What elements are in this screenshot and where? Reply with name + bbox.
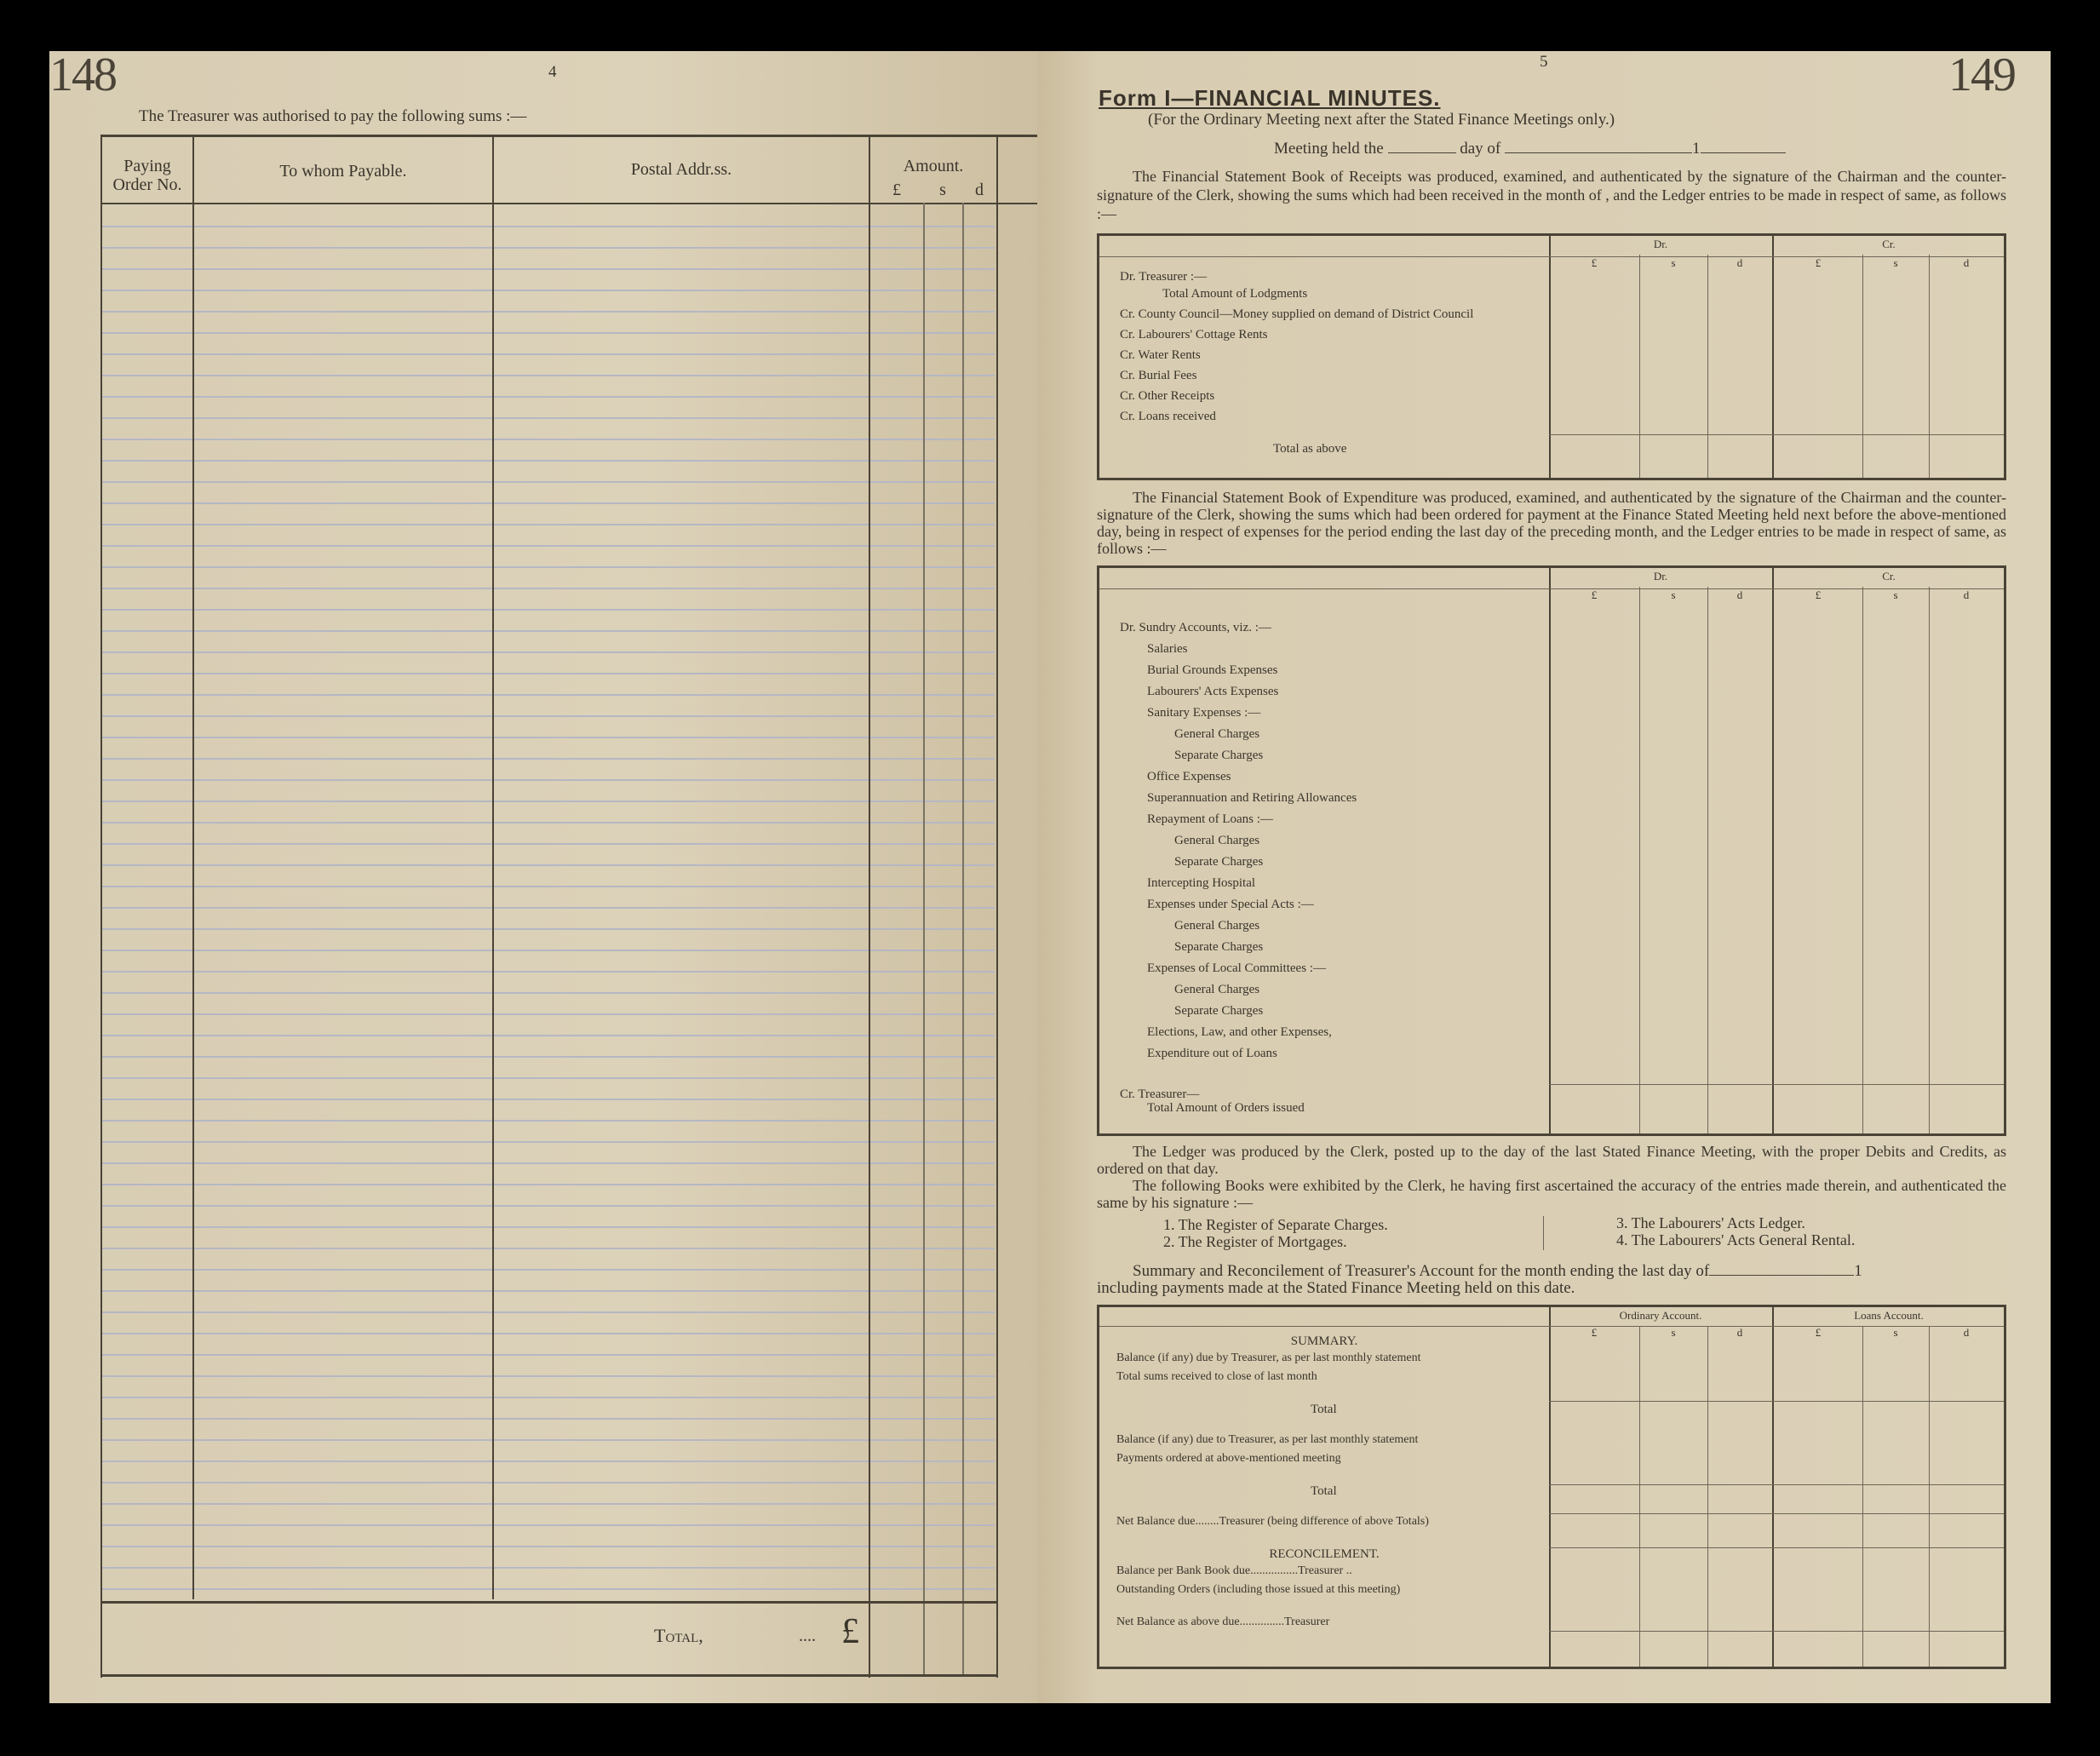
header-postal-address: Postal Addr.ss.	[630, 160, 732, 179]
receipts-row: Cr. Burial Fees	[1120, 369, 1197, 382]
ordinary-account-header: Ordinary Account.	[1619, 1309, 1702, 1322]
book-item: 4. The Labourers' Acts General Rental.	[1616, 1231, 1856, 1248]
table-top-rule	[100, 135, 1050, 137]
reconcilement-row: Outstanding Orders (including those issued at this meeting)	[1116, 1583, 1401, 1596]
table-left-rule	[100, 135, 102, 1678]
total-pound-sign: £	[841, 1612, 859, 1651]
summary-paragraph-line1: Summary and Reconcilement of Treasurer's Account for the month ending the last day of 1	[1133, 1262, 1862, 1280]
expenditure-row: Elections, Law, and other Expenses,	[1147, 1025, 1332, 1039]
pound-col: £	[1591, 256, 1598, 269]
col-divider-5	[962, 203, 964, 1676]
col-divider-1	[192, 135, 194, 1599]
receipts-row: Total Amount of Lodgments	[1162, 287, 1308, 301]
expenditure-paragraph: The Financial Statement Book of Expenditure was produced, examined, and authenticated by the signature of the Chairman and the counter-signature of the Clerk, showing the sums which had been ordered for payment at the Finance Stated Meeting held next before the above-mentioned day, being in respect of expenses for the period ending the last day of the preceding month, and the Ledger entries to be made in respect of same, as follows :—	[1097, 489, 2006, 557]
pence-col: d	[1736, 256, 1743, 269]
shilling-col: s	[1893, 256, 1898, 269]
expenditure-row: General Charges	[1174, 834, 1260, 847]
expenditure-row: Separate Charges	[1174, 749, 1264, 762]
books-paragraph: The following Books were exhibited by the Clerk, he having first ascertained the accuracy of the entries made therein, and authenticated the same by his signature :—	[1097, 1177, 2006, 1211]
summary-row: Total sums received to close of last month	[1116, 1370, 1317, 1383]
page-number: 4	[548, 63, 557, 81]
col-divider-2	[492, 135, 494, 1599]
form-subtitle: (For the Ordinary Meeting next after the Stated Finance Meetings only.)	[1148, 111, 1615, 129]
dr-header: Dr.	[1653, 570, 1668, 582]
expenditure-row: Expenditure out of Loans	[1147, 1047, 1277, 1060]
expenditure-row: Expenses under Special Acts :—	[1147, 898, 1314, 911]
header-pence: d	[975, 181, 984, 199]
left-page	[49, 51, 1037, 1703]
summary-heading: SUMMARY.	[1290, 1334, 1358, 1348]
book-item: 1. The Register of Separate Charges.	[1163, 1216, 1388, 1233]
receipts-row: Cr. Loans received	[1120, 410, 1216, 423]
shilling-col: s	[1671, 256, 1676, 269]
summary-row: Total	[1311, 1403, 1337, 1416]
summary-row: Balance (if any) due to Treasurer, as per last monthly statement	[1116, 1433, 1419, 1446]
pence-col: d	[1736, 1326, 1743, 1339]
summary-row: Balance (if any) due by Treasurer, as per last monthly statement	[1116, 1351, 1421, 1364]
pound-col: £	[1591, 588, 1598, 601]
receipts-row: Total as above	[1273, 442, 1347, 456]
shilling-col: s	[1671, 1326, 1676, 1339]
summary-table	[1097, 1305, 2006, 1669]
summary-row: Total	[1311, 1484, 1337, 1498]
expenditure-row: Separate Charges	[1174, 855, 1264, 869]
shilling-col: s	[1893, 1326, 1898, 1339]
expenditure-row: General Charges	[1174, 727, 1260, 741]
expenditure-row: Intercepting Hospital	[1147, 876, 1256, 890]
form-title: Form I—FINANCIAL MINUTES.	[1099, 85, 1441, 111]
receipts-paragraph: The Financial Statement Book of Receipts was produced, examined, and authenticated by the signature of the Chairman and the counter-signature of the Clerk, showing the sums which had been received in the month of , and the Ledger entries to be made in respect of same, as follows :—	[1097, 168, 2006, 222]
expenditure-row: Separate Charges	[1174, 940, 1264, 954]
intro-text: The Treasurer was authorised to pay the following sums :—	[139, 107, 527, 125]
expenditure-row: Repayment of Loans :—	[1147, 812, 1273, 826]
loans-account-header: Loans Account.	[1854, 1309, 1924, 1322]
expenditure-row: Salaries	[1147, 642, 1188, 656]
ruled-lines	[100, 206, 995, 1603]
pence-col: d	[1963, 1326, 1970, 1339]
header-pound: £	[892, 181, 901, 199]
receipts-table	[1097, 233, 2006, 480]
right-page	[1037, 51, 2051, 1703]
header-amount: Amount.	[903, 157, 964, 175]
receipts-row: Cr. Water Rents	[1120, 348, 1201, 362]
table-bottom-rule	[100, 1674, 998, 1677]
expenditure-row: Separate Charges	[1174, 1004, 1264, 1018]
pound-col: £	[1815, 1326, 1822, 1339]
page-corner-number: 149	[1948, 49, 2015, 101]
pence-col: d	[1963, 256, 1970, 269]
reconcilement-row: Net Balance as above due...............Treasurer	[1116, 1615, 1330, 1628]
ledger-paragraph: The Ledger was produced by the Clerk, posted up to the day of the last Stated Finance Meeting, with the proper Debits and Credits, as ordered on that day.	[1097, 1143, 2006, 1177]
expenditure-row: Expenses of Local Committees :—	[1147, 961, 1326, 975]
pence-col: d	[1963, 588, 1970, 601]
expenditure-row: Total Amount of Orders issued	[1147, 1101, 1305, 1115]
pound-col: £	[1815, 256, 1822, 269]
col-divider-3	[869, 135, 870, 1678]
dr-header: Dr.	[1653, 238, 1668, 250]
pound-col: £	[1815, 588, 1822, 601]
receipts-row: Cr. Other Receipts	[1120, 389, 1215, 403]
page-corner-number: 148	[49, 49, 116, 101]
header-paying-order: Paying Order No.	[112, 157, 182, 194]
receipts-row: Cr. County Council—Money supplied on demand of District Council	[1120, 307, 1474, 321]
shilling-col: s	[1671, 588, 1676, 601]
table-header-rule	[100, 203, 1050, 204]
expenditure-row: General Charges	[1174, 919, 1260, 933]
total-dots: ....	[799, 1627, 816, 1645]
receipts-row: Cr. Labourers' Cottage Rents	[1120, 328, 1268, 341]
expenditure-row: Labourers' Acts Expenses	[1147, 685, 1279, 698]
pence-col: d	[1736, 588, 1743, 601]
expenditure-row: Office Expenses	[1147, 770, 1231, 783]
header-payee: To whom Payable.	[279, 162, 407, 181]
total-top-rule	[100, 1601, 998, 1604]
cr-header: Cr.	[1882, 570, 1896, 582]
expenditure-row: Superannuation and Retiring Allowances	[1147, 791, 1357, 805]
reconcilement-row: Balance per Bank Book due................Treasurer ..	[1116, 1564, 1352, 1577]
meeting-line: Meeting held the day of 1	[1274, 140, 1786, 158]
expenditure-row: General Charges	[1174, 983, 1260, 996]
pound-col: £	[1591, 1326, 1598, 1339]
shilling-col: s	[1893, 588, 1898, 601]
total-label: Total,	[654, 1625, 703, 1646]
expenditure-row: Sanitary Expenses :—	[1147, 706, 1261, 720]
book-item: 2. The Register of Mortgages.	[1163, 1233, 1347, 1250]
summary-row: Payments ordered at above-mentioned meeting	[1116, 1452, 1341, 1465]
summary-paragraph-line2: including payments made at the Stated Finance Meeting held on this date.	[1097, 1279, 1575, 1297]
header-shilling: s	[939, 181, 946, 199]
reconcilement-heading: RECONCILEMENT.	[1269, 1547, 1380, 1561]
summary-row: Net Balance due........Treasurer (being difference of above Totals)	[1116, 1515, 1429, 1528]
table-right-rule	[996, 135, 998, 1678]
cr-header: Cr.	[1882, 238, 1896, 250]
col-divider-4	[923, 203, 925, 1676]
page-number: 5	[1540, 53, 1548, 71]
receipts-row: Dr. Treasurer :—	[1120, 270, 1208, 284]
expenditure-row: Dr. Sundry Accounts, viz. :—	[1120, 621, 1271, 634]
expenditure-row: Burial Grounds Expenses	[1147, 663, 1278, 677]
expenditure-table	[1097, 565, 2006, 1136]
expenditure-row: Cr. Treasurer—	[1120, 1087, 1200, 1101]
book-item: 3. The Labourers' Acts Ledger.	[1616, 1214, 1805, 1231]
